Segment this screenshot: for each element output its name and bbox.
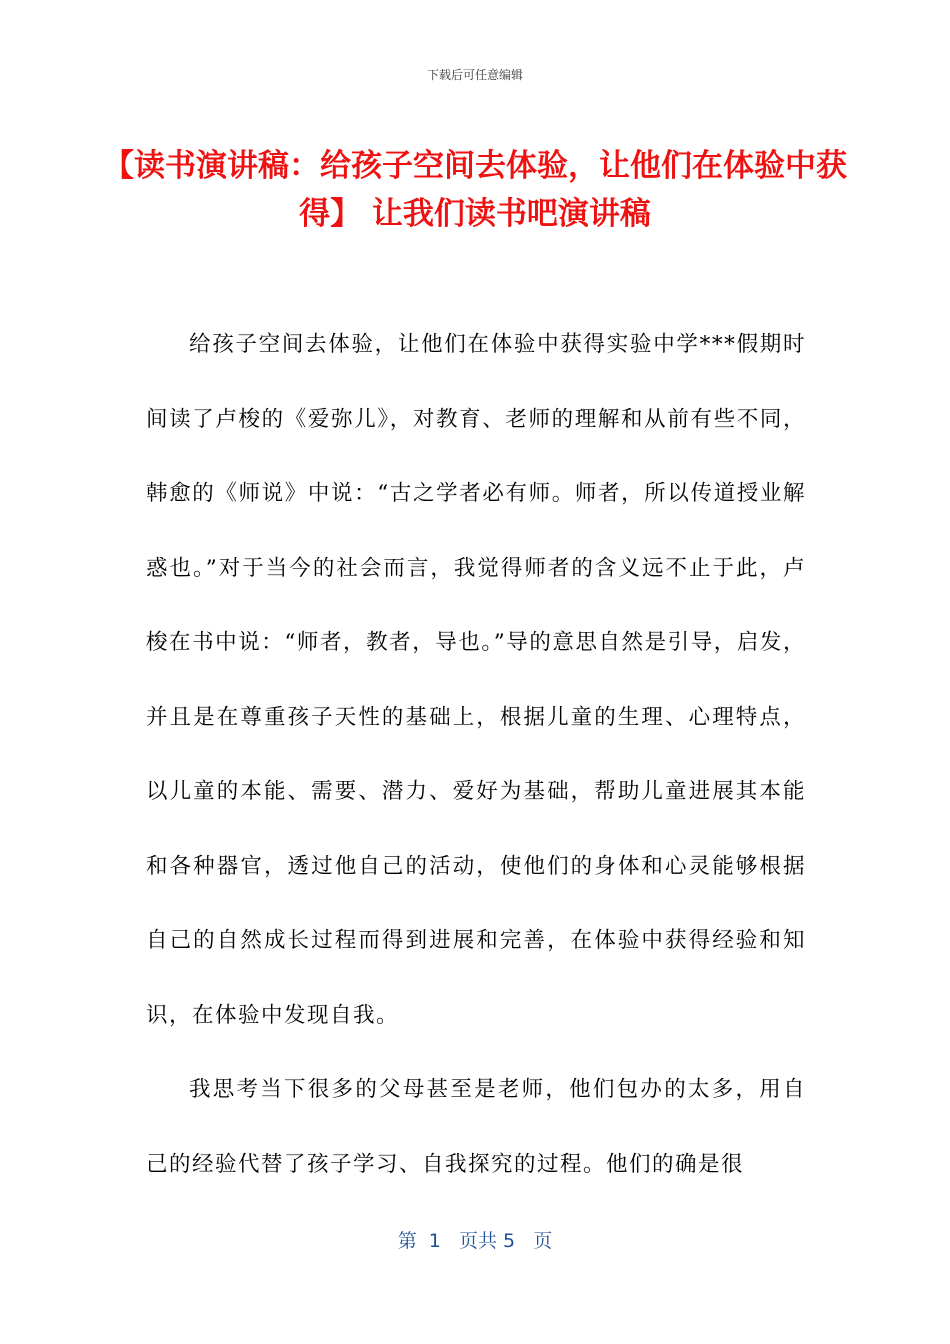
body-paragraph: 我思考当下很多的父母甚至是老师，他们包办的太多，用自己的经验代替了孩子学习、自我探究的过程。他们的确是很 (146, 1077, 806, 1177)
document-title: 【读书演讲稿：给孩子空间去体验，让他们在体验中获得】 让我们读书吧演讲稿 (103, 148, 847, 232)
body-paragraph: 给孩子空间去体验，让他们在体验中获得实验中学***假期时间读了卢梭的《爱弥儿》，对教育、老师的理解和从前有些不同，韩愈的《师说》中说：“古之学者必有师。师者，所以传道授业解惑也。”对于当今的社会而言，我觉得师者的含义远不止于此，卢梭在书中说：“师者，教者，导也。”导的意思自然是引导，启发，并且是在尊重孩子天性的基础上，根据儿童的生理、心理特点，以儿童的本能、需要、潜力、爱好为基础，帮助儿童进展其本能和各种器官，透过他自己的活动，使他们的身体和心灵能够根据自己的自然成长过程而得到进展和完善，在体验中获得经验和知识，在体验中发现自我。 (146, 332, 806, 1028)
page-number-footer: 第 1 页共 5 页 (397, 1230, 553, 1252)
page-header-note: 下载后可任意编辑 (426, 68, 523, 82)
document-body (146, 308, 806, 1202)
